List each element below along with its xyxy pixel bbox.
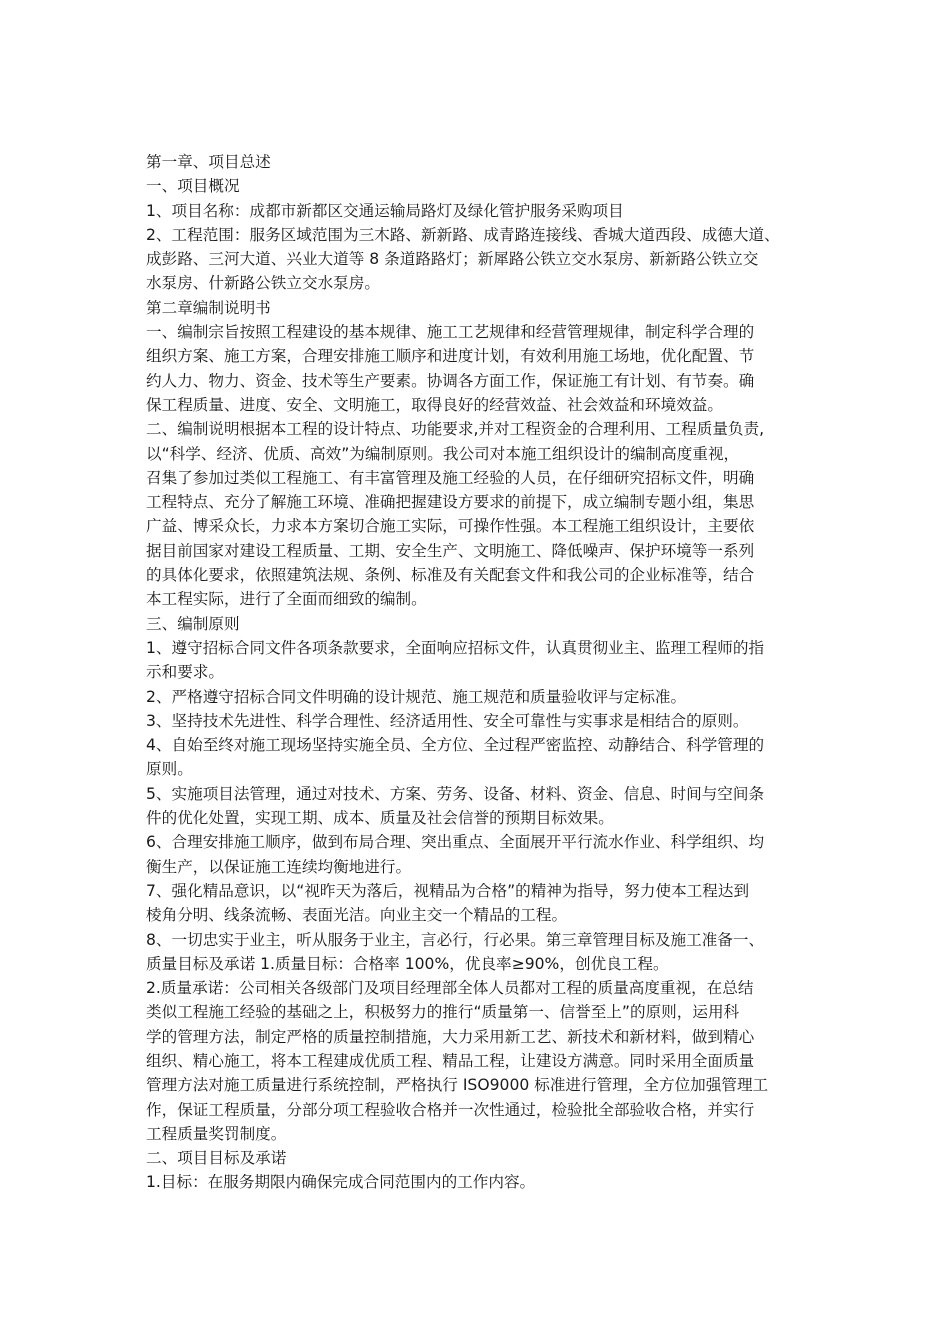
text-line: 7、强化精品意识，以“视昨天为落后，视精品为合格”的精神为指导，努力使本工程达到 bbox=[146, 881, 750, 900]
text-line: 工程质量奖罚制度。 bbox=[146, 1124, 287, 1143]
text-line: 据目前国家对建设工程质量、工期、安全生产、文明施工、降低噪声、保护环境等一系列 bbox=[146, 541, 755, 560]
text-line: 二、编制说明根据本工程的设计特点、功能要求,并对工程资金的合理利用、工程质量负责, bbox=[146, 420, 765, 439]
text-line: 一、项目概况 bbox=[146, 177, 240, 196]
text-line: 3、坚持技术先进性、科学合理性、经济适用性、安全可靠性与实事求是相结合的原则。 bbox=[146, 711, 749, 730]
text-line: 8、一切忠实于业主，听从服务于业主，言必行，行必果。第三章管理目标及施工准备一、 bbox=[146, 930, 765, 949]
text-line: 三、编制原则 bbox=[146, 614, 240, 633]
text-line: 保工程质量、进度、安全、文明施工，取得良好的经营效益、社会效益和环境效益。 bbox=[146, 395, 723, 414]
text-line: 原则。 bbox=[146, 760, 193, 779]
text-line: 二、项目目标及承诺 bbox=[146, 1149, 287, 1168]
text-line: 2、工程范围：服务区域范围为三木路、新新路、成青路连接线、香城大道西段、成德大道、 bbox=[146, 225, 780, 244]
text-line: 以“科学、经济、优质、高效”为编制原则。我公司对本施工组织设计的编制高度重视， bbox=[146, 444, 740, 463]
text-line: 管理方法对施工质量进行系统控制，严格执行 ISO9000 标准进行管理，全方位加强管理工 bbox=[146, 1076, 769, 1095]
text-line: 类似工程施工经验的基础之上，积极努力的推行“质量第一、信誉至上”的原则，运用科 bbox=[146, 1003, 740, 1022]
text-line: 1、项目名称：成都市新都区交通运输局路灯及绿化管护服务采购项目 bbox=[146, 201, 624, 220]
text-line: 工程特点、充分了解施工环境、准确把握建设方要求的前提下，成立编制专题小组，集思 bbox=[146, 493, 755, 512]
text-line: 衡生产，以保证施工连续均衡地进行。 bbox=[146, 857, 412, 876]
text-line: 1.目标：在服务期限内确保完成合同范围内的工作内容。 bbox=[146, 1173, 536, 1192]
text-line: 示和要求。 bbox=[146, 663, 224, 682]
text-line: 第一章、项目总述 bbox=[146, 153, 271, 171]
text-line: 召集了参加过类似工程施工、有丰富管理及施工经验的人员，在仔细研究招标文件，明确 bbox=[146, 468, 755, 487]
text-line: 组织、精心施工，将本工程建成优质工程、精品工程，让建设方满意。同时采用全面质量 bbox=[146, 1051, 755, 1070]
text-line: 学的管理方法，制定严格的质量控制措施，大力采用新工艺、新技术和新材料，做到精心 bbox=[146, 1027, 755, 1046]
text-line: 作，保证工程质量，分部分项工程验收合格并一次性通过，检验批全部验收合格，并实行 bbox=[146, 1100, 755, 1119]
text-line: 件的优化处置，实现工期、成本、质量及社会信誉的预期目标效果。 bbox=[146, 809, 614, 828]
text-line: 约人力、物力、资金、技术等生产要素。协调各方面工作，保证施工有计划、有节奏。确 bbox=[146, 371, 755, 390]
text-line: 本工程实际，进行了全面而细致的编制。 bbox=[146, 590, 427, 609]
text-line: 5、实施项目法管理，通过对技术、方案、劳务、设备、材料、资金、信息、时间与空间条 bbox=[146, 784, 765, 803]
text-line: 广益、博采众长，力求本方案切合施工实际，可操作性强。本工程施工组织设计，主要依 bbox=[146, 517, 755, 536]
text-line: 成彭路、三河大道、兴业大道等 8 条道路路灯；新犀路公铁立交水泵房、新新路公铁立交 bbox=[146, 250, 759, 269]
text-line: 质量目标及承诺 1.质量目标：合格率 100%，优良率≥90%，创优良工程。 bbox=[146, 954, 669, 973]
text-line: 2、严格遵守招标合同文件明确的设计规范、施工规范和质量验收评与定标准。 bbox=[146, 687, 687, 706]
text-line: 水泵房、什新路公铁立交水泵房。 bbox=[146, 274, 380, 293]
text-line: 6、合理安排施工顺序，做到布局合理、突出重点、全面展开平行流水作业、科学组织、均 bbox=[146, 833, 765, 852]
text-line: 棱角分明、线条流畅、表面光洁。向业主交一个精品的工程。 bbox=[146, 906, 568, 925]
text-line: 组织方案、施工方案，合理安排施工顺序和进度计划，有效利用施工场地，优化配置、节 bbox=[146, 347, 755, 366]
text-line: 2.质量承诺：公司相关各级部门及项目经理部全体人员都对工程的质量高度重视，在总结 bbox=[146, 979, 754, 998]
document-body bbox=[146, 150, 816, 1195]
text-line: 4、自始至终对施工现场坚持实施全员、全方位、全过程严密监控、动静结合、科学管理的 bbox=[146, 736, 765, 755]
text-line: 一、编制宗旨按照工程建设的基本规律、施工工艺规律和经营管理规律，制定科学合理的 bbox=[146, 323, 755, 342]
text-line: 的具体化要求，依照建筑法规、条例、标准及有关配套文件和我公司的企业标准等，结合 bbox=[146, 566, 755, 585]
text-line: 1、遵守招标合同文件各项条款要求，全面响应招标文件，认真贯彻业主、监理工程师的指 bbox=[146, 638, 765, 657]
text-line: 第二章编制说明书 bbox=[146, 298, 271, 317]
